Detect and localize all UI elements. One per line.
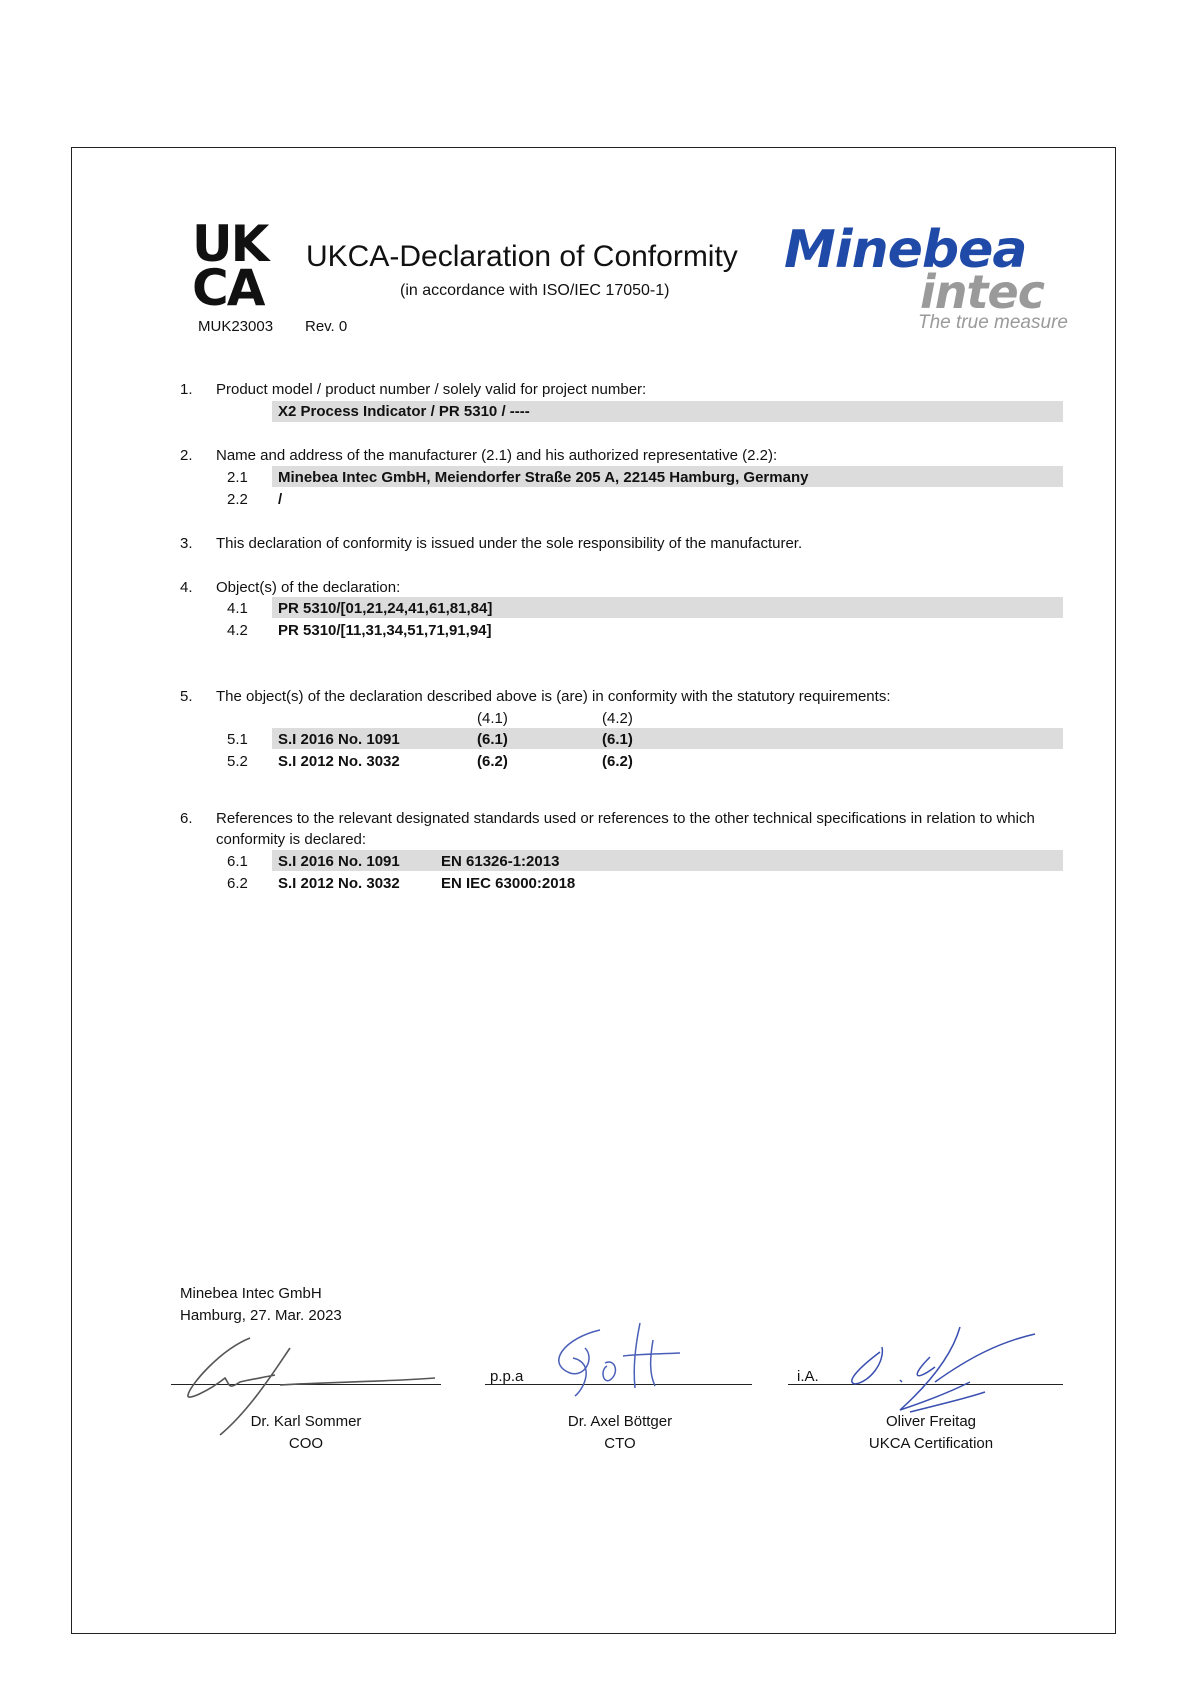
section-5-1-col-2: (6.1) <box>602 731 633 748</box>
signatory-3-role: UKCA Certification <box>868 1435 994 1452</box>
section-5-1-law: S.I 2016 No. 1091 <box>278 731 400 748</box>
section-2-2-value: / <box>278 491 283 508</box>
section-1-text: Product model / product number / solely valid for project number: <box>216 381 647 398</box>
section-5-2-number: 5.2 <box>227 753 248 770</box>
section-4-2-value: PR 5310/[11,31,34,51,71,91,94] <box>278 622 492 639</box>
section-2-text: Name and address of the manufacturer (2.1) and his authorized representative (2.2): <box>216 447 778 464</box>
section-2-1-value: Minebea Intec GmbH, Meiendorfer Straße 205 A, 22145 Hamburg, Germany <box>278 469 809 486</box>
signatory-2-name: Dr. Axel Böttger <box>567 1413 673 1430</box>
footer-place-date: Hamburg, 27. Mar. 2023 <box>180 1307 342 1324</box>
section-1-value: X2 Process Indicator / PR 5310 / ---- <box>278 403 530 420</box>
signatory-2-role: CTO <box>604 1435 636 1452</box>
section-2-number: 2. <box>180 447 193 464</box>
signatory-3-prefix: i.A. <box>797 1368 819 1385</box>
section-5-2-col-2: (6.2) <box>602 753 633 770</box>
section-3-number: 3. <box>180 535 193 552</box>
document-title: UKCA-Declaration of Conformity <box>306 240 738 273</box>
section-5-number: 5. <box>180 688 193 705</box>
section-5-2-law: S.I 2012 No. 3032 <box>278 753 400 770</box>
signatory-1-role: COO <box>288 1435 324 1452</box>
section-6-text-line-2: conformity is declared: <box>216 831 367 848</box>
company-logo-minebea: Minebea <box>784 220 1027 280</box>
ukca-mark-logo <box>192 215 284 317</box>
section-5-2-col-1: (6.2) <box>477 753 508 770</box>
section-6-2-standard: EN IEC 63000:2018 <box>441 875 576 892</box>
section-2-2-number: 2.2 <box>227 491 248 508</box>
signatory-1-name: Dr. Karl Sommer <box>250 1413 362 1430</box>
section-4-1-number: 4.1 <box>227 600 248 617</box>
ukca-mark-line-1: UK <box>192 215 268 273</box>
section-4-2-number: 4.2 <box>227 622 248 639</box>
section-4-1-value: PR 5310/[01,21,24,41,61,81,84] <box>278 600 493 617</box>
section-6-1-standard: EN 61326-1:2013 <box>441 853 560 870</box>
section-2-1-number: 2.1 <box>227 469 248 486</box>
signatory-2-prefix: p.p.a <box>490 1368 524 1385</box>
document-subtitle: (in accordance with ISO/IEC 17050-1) <box>400 282 670 299</box>
section-3-text: This declaration of conformity is issued under the sole responsibility of the manufacturer. <box>216 535 803 552</box>
section-6-number: 6. <box>180 810 193 827</box>
revision-label: Rev. 0 <box>305 318 348 335</box>
section-5-col-header-1: (4.1) <box>477 710 508 727</box>
document-number: MUK23003 <box>198 318 274 335</box>
section-1-number: 1. <box>180 381 193 398</box>
ukca-mark-line-2: CA <box>192 259 264 317</box>
section-4-text: Object(s) of the declaration: <box>216 579 401 596</box>
section-5-1-col-1: (6.1) <box>477 731 508 748</box>
section-5-col-header-2: (4.2) <box>602 710 633 727</box>
section-6-1-number: 6.1 <box>227 853 248 870</box>
company-logo-tagline: The true measure <box>918 312 1068 333</box>
section-5-text: The object(s) of the declaration described above is (are) in conformity with the statutory requirements: <box>216 688 891 705</box>
section-6-1-law: S.I 2016 No. 1091 <box>278 853 400 870</box>
company-logo-intec: intec <box>920 265 1044 319</box>
signature-boettger-scribble <box>545 1318 685 1408</box>
section-6-2-law: S.I 2012 No. 3032 <box>278 875 400 892</box>
footer-company: Minebea Intec GmbH <box>180 1285 322 1302</box>
section-5-1-number: 5.1 <box>227 731 248 748</box>
section-6-text-line-1: References to the relevant designated standards used or references to the other technical specifications in relation to which <box>216 810 1035 827</box>
section-4-number: 4. <box>180 579 193 596</box>
signature-freitag-scribble <box>840 1322 1040 1422</box>
section-6-2-number: 6.2 <box>227 875 248 892</box>
signatory-3-name: Oliver Freitag <box>885 1413 977 1430</box>
